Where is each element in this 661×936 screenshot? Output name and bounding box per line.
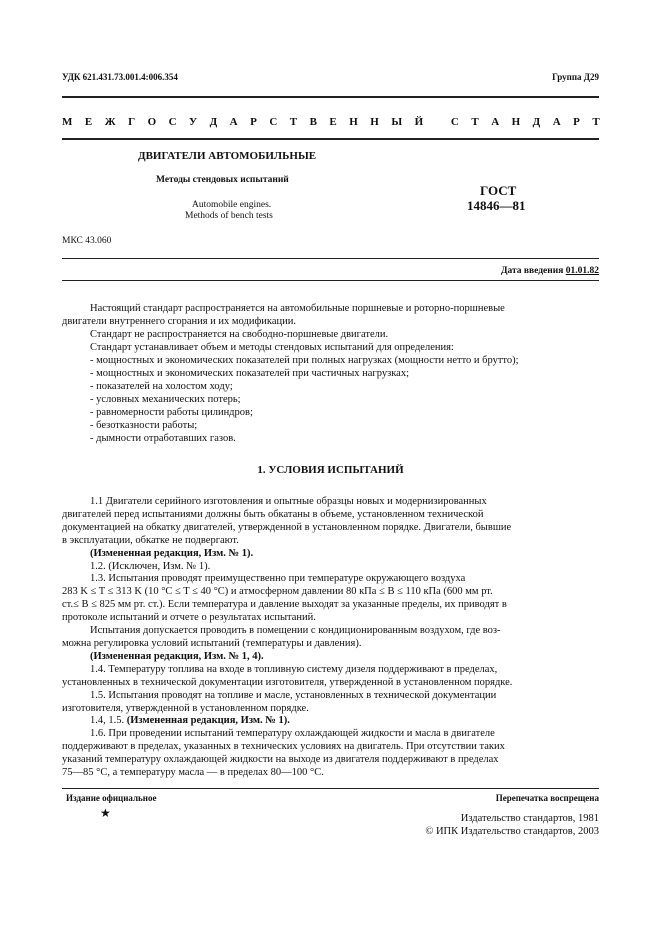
title-letter: С — [450, 116, 459, 128]
clause-line: изготовителя, утвержденной в установленном порядке. — [62, 702, 309, 714]
intro-bullet: - равномерности работы цилиндров; — [90, 407, 253, 418]
clause-1-2: 1.2. (Исключен, Изм. № 1). — [90, 560, 211, 572]
title-letter: С — [168, 116, 177, 128]
official-edition: Издание официальное — [66, 793, 157, 803]
title-letter: Т — [471, 116, 479, 128]
title-rule — [62, 138, 599, 140]
title-letter: В — [309, 116, 317, 128]
udk-code: УДК 621.431.73.001.4:006.354 — [62, 72, 178, 82]
title-letter: А — [491, 116, 500, 128]
intro-bullet: - безотказности работы; — [90, 420, 198, 431]
clause-1-1 — [62, 496, 599, 780]
intro-bullet: - мощностных и экономических показателей при полных нагрузках (мощности нетто и брутто); — [90, 355, 519, 366]
clause-line: в эксплуатации, обкатке не подвергают. — [62, 534, 239, 546]
title-letter: Е — [84, 116, 93, 128]
document-title: ДВИГАТЕЛИ АВТОМОБИЛЬНЫЕ — [138, 150, 317, 162]
intro-paragraph-3: Стандарт устанавливает объем и методы стендовых испытаний для определения: — [90, 342, 454, 353]
footer-rule — [62, 788, 599, 789]
mks-code: МКС 43.060 — [62, 236, 112, 246]
clause-line: поддерживают в пределах, указанных в технических условиях на двигатель. При отсутствии таких — [62, 741, 505, 753]
title-letter: С — [269, 116, 278, 128]
clause-line: 1.4. Температуру топлива на входе в топливную систему дизеля поддерживают в пределах, — [90, 663, 498, 675]
title-letter: Т — [592, 116, 600, 128]
title-letter: Н — [349, 116, 358, 128]
publisher-2003: © ИПК Издательство стандартов, 2003 — [425, 826, 599, 837]
title-letter: Н — [511, 116, 521, 128]
amendment-note-1-4-1-5 — [62, 715, 599, 728]
clause-line: установленных в технической документации изготовителя, утвержденной в установленном порядке. — [62, 676, 513, 688]
clause-line: указаний температуру охлаждающей жидкости на выходе из двигателя поддерживают в пределах — [62, 754, 499, 766]
section-1-heading: 1. УСЛОВИЯ ИСПЫТАНИЙ — [257, 464, 404, 476]
intro-bullet: - условных механических потерь; — [90, 394, 241, 405]
intro-paragraph-2: Стандарт не распространяется на свободно-поршневые двигатели. — [90, 329, 389, 340]
title-letter — [436, 116, 439, 128]
clause-line: протоколе испытаний и отчете о результатах испытаний. — [62, 612, 316, 624]
clause-line: 1.5. Испытания проводят на топливе и масле, установленных в технической документации — [90, 689, 497, 701]
effective-date-label: Дата введения — [500, 266, 564, 276]
title-letter: Р — [573, 116, 580, 128]
title-letter: М — [62, 116, 73, 128]
title-letter: Р — [250, 116, 257, 128]
title-letter: Д — [209, 116, 218, 128]
intro-bullet: - показателей на холостом ходу; — [90, 381, 233, 392]
title-english-2: Methods of bench tests — [185, 211, 273, 221]
clause-line: двигателей перед испытаниями должны быть обкатаны в объеме, установленном технической — [62, 508, 484, 520]
intro-paragraph-1-line-2: двигатели внутреннего сгорания и их модификации. — [62, 316, 296, 327]
gost-number: 14846—81 — [467, 198, 526, 213]
effective-date-value: 01.01.82 — [565, 266, 599, 276]
clause-line: 1.6. При проведении испытаний температуру охлаждающей жидкости и масла в двигателе — [90, 728, 495, 740]
intro-paragraph-1-line-1: Настоящий стандарт распространяется на автомобильные поршневые и роторно-поршневые — [90, 303, 505, 314]
amendment-note: (Измененная редакция, Изм. № 1, 4). — [90, 650, 264, 662]
star-icon: ★ — [100, 806, 111, 820]
clause-line: 283 K ≤ T ≤ 313 K (10 °C ≤ T ≤ 40 °C) и атмосферном давлении 80 кПа ≤ B ≤ 110 кПа (600 мм рт. — [62, 586, 493, 598]
publisher-1981: Издательство стандартов, 1981 — [460, 813, 599, 824]
title-letter: Й — [414, 116, 424, 128]
amendment-note: (Измененная редакция, Изм. № 1). — [90, 547, 254, 559]
clause-line: 1.1 Двигатели серийного изготовления и опытные образцы новых и модернизированных — [90, 496, 487, 507]
title-english-1: Automobile engines. — [192, 200, 272, 210]
title-letter: Г — [128, 116, 136, 128]
intro-bullet: - мощностных и экономических показателей при частичных нагрузках; — [90, 368, 410, 379]
clause-line: документацией на обкатку двигателей, утвержденной в установленном порядке. Двигатели, бывшие — [62, 521, 512, 533]
mks-rule — [62, 258, 599, 259]
title-letter: Т — [289, 116, 298, 128]
amendment-prefix: 1.4, 1.5. — [90, 715, 127, 727]
title-letter: Н — [370, 116, 379, 128]
group-code: Группа Д29 — [552, 72, 599, 82]
top-rule — [62, 96, 599, 98]
effective-date — [501, 266, 599, 276]
title-letter: У — [189, 116, 198, 128]
title-letter: А — [229, 116, 238, 128]
title-letter: Е — [329, 116, 337, 128]
gost-label: ГОСТ — [480, 183, 517, 198]
clause-line: Испытания допускается проводить в помещении с кондиционированным воздухом, где воз- — [90, 625, 501, 637]
clause-line: ст.≤ B ≤ 825 мм рт. ст.). Если температура и давление выходят за указанные пределы, их приводят в — [62, 599, 507, 611]
amendment-text: (Измененная редакция, Изм. № 1). — [126, 715, 290, 727]
date-rule — [62, 280, 599, 281]
title-letter: Ы — [391, 116, 403, 128]
document-subtitle: Методы стендовых испытаний — [156, 175, 289, 185]
title-letter: Д — [532, 116, 541, 128]
title-letter: А — [552, 116, 561, 128]
reprint-prohibited: Перепечатка воспрещена — [495, 793, 599, 803]
clause-line: 1.3. Испытания проводят преимущественно при температуре окружающего воздуха — [90, 573, 466, 585]
intro-bullet: - дымности отработавших газов. — [90, 433, 236, 444]
clause-line: 75—85 °C, а температуру масла — в пределах 80—100 °C. — [62, 767, 324, 779]
clause-line: можна регулировка условий испытаний (температуры и давления). — [62, 637, 362, 649]
title-letter: О — [147, 116, 157, 128]
title-letter: Ж — [104, 116, 116, 128]
standard-type-title — [62, 116, 600, 128]
